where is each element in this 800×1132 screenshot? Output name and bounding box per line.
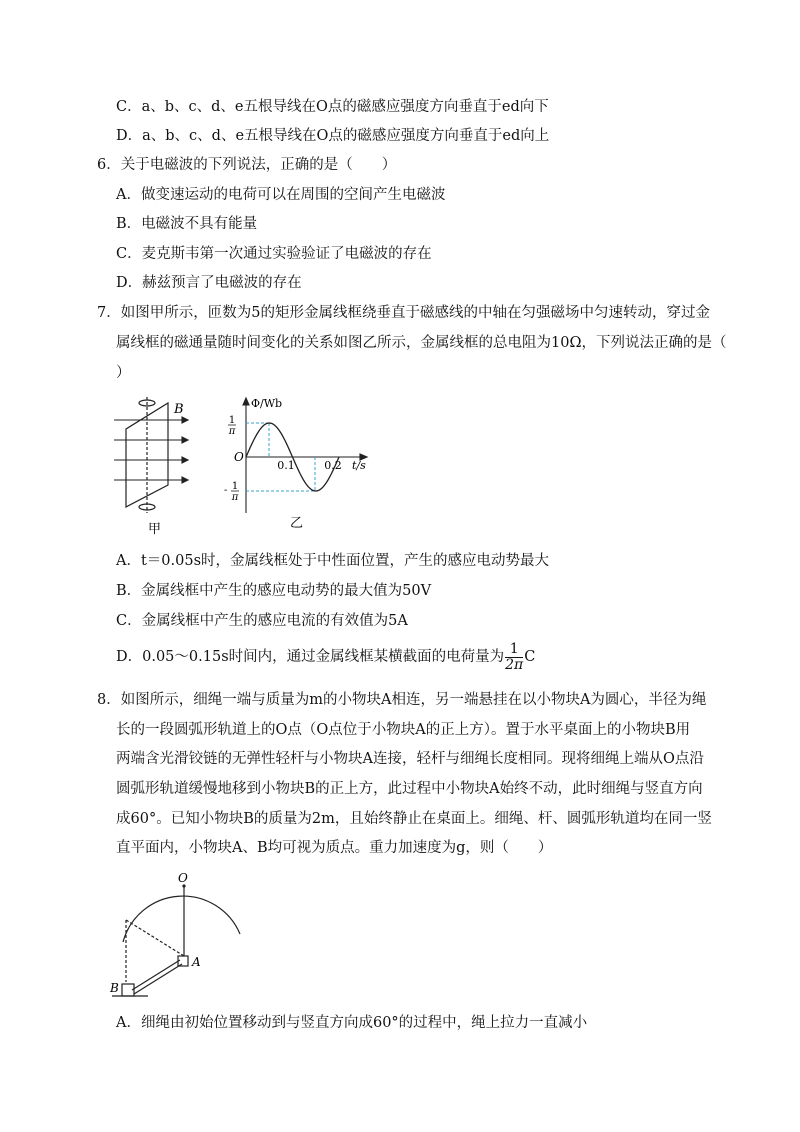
fraction-1-over-2pi: $\frac{1}{2\pi}$ bbox=[505, 640, 524, 673]
q6-option-d: D．赫兹预言了电磁波的存在 bbox=[116, 275, 302, 291]
q6-stem: 6．关于电磁波的下列说法，正确的是（ ） bbox=[97, 157, 397, 173]
q8-stem-line4: 圆弧形轨道缓慢地移到小物块B的正上方，此过程中小物块A始终不动，此时细绳与竖直方向 bbox=[116, 781, 703, 797]
figure-label-jia: 甲 bbox=[148, 522, 162, 535]
q5-option-c: C．a、b、c、d、e五根导线在O点的磁感应强度方向垂直于ed向下 bbox=[116, 99, 549, 115]
rope-final-dashed bbox=[126, 920, 184, 956]
q7-option-d bbox=[116, 640, 535, 674]
field-label-b: B bbox=[174, 402, 184, 417]
ytick-pos-num: 1 bbox=[228, 415, 236, 426]
label-o: O bbox=[178, 872, 188, 885]
label-b: B bbox=[110, 981, 119, 995]
q7-option-b: B．金属线框中产生的感应电动势的最大值为50V bbox=[116, 583, 432, 599]
q7-stem-line1: 7．如图甲所示，匝数为5的矩形金属线框绕垂直于磁感线的中轴在匀强磁场中匀速转动，穿过金 bbox=[97, 305, 710, 321]
q8-stem-line6: 直平面内，小物块A、B均可视为质点。重力加速度为g，则（ ） bbox=[116, 840, 553, 856]
arc-track bbox=[123, 896, 240, 942]
q8-figure bbox=[108, 872, 248, 1002]
q7-option-d-unit: C bbox=[524, 649, 536, 665]
q8-stem-line2: 长的一段圆弧形轨道上的O点（O点位于小物块A的正上方）。置于水平桌面上的小物块B用 bbox=[116, 722, 691, 738]
origin-label: O bbox=[234, 450, 244, 464]
xtick-0.2: 0.2 bbox=[324, 459, 342, 472]
ytick-pos-den: π bbox=[228, 426, 236, 437]
xtick-0.1: 0.1 bbox=[277, 459, 295, 472]
q8-option-a: A．细绳由初始位置移动到与竖直方向成60°的过程中，绳上拉力一直减小 bbox=[116, 1015, 588, 1031]
q6-option-a: A．做变速运动的电荷可以在周围的空间产生电磁波 bbox=[116, 187, 446, 203]
ytick-neg-sign: - bbox=[224, 485, 228, 496]
q7-stem-line3: ） bbox=[116, 365, 131, 381]
q7-stem-line2: 属线框的磁通量随时间变化的关系如图乙所示，金属线框的总电阻为10Ω，下列说法正确的是（ bbox=[116, 335, 727, 351]
q8-stem-line3: 两端含光滑铰链的无弹性轻杆与小物块A连接，轻杆与细绳长度相同。现将细绳上端从O点沿 bbox=[116, 751, 704, 767]
x-axis-label: t/s bbox=[352, 459, 366, 472]
q7-option-a: A．t＝0.05s时，金属线框处于中性面位置，产生的感应电动势最大 bbox=[116, 553, 550, 569]
ytick-neg-den: π bbox=[231, 492, 239, 503]
figure-label-yi: 乙 bbox=[290, 516, 304, 531]
y-axis-label: Φ/Wb bbox=[251, 397, 283, 410]
q7-figure-jia bbox=[108, 395, 208, 535]
q7-option-c: C．金属线框中产生的感应电流的有效值为5A bbox=[116, 613, 408, 629]
q6-option-c: C．麦克斯韦第一次通过实验验证了电磁波的存在 bbox=[116, 246, 432, 262]
magnetic-field-lines bbox=[114, 417, 188, 483]
q8-stem-line5: 成60°。已知小物块B的质量为2m，且始终静止在桌面上。细绳、杆、圆弧形轨道均在同一竖 bbox=[116, 811, 712, 827]
q7-figure-yi bbox=[222, 395, 382, 535]
q8-stem-line1: 8．如图所示，细绳一端与质量为m的小物块A相连，另一端悬挂在以小物块A为圆心，半径为绳 bbox=[97, 692, 707, 708]
rod-lower bbox=[134, 964, 182, 994]
rod-upper bbox=[132, 960, 180, 990]
q5-option-d: D．a、b、c、d、e五根导线在O点的磁感应强度方向垂直于ed向上 bbox=[116, 128, 550, 144]
y-axis-arrow bbox=[243, 398, 249, 405]
label-a: A bbox=[192, 955, 201, 969]
q7-option-d-text: D．0.05～0.15s时间内，通过金属线框某横截面的电荷量为 bbox=[116, 649, 505, 665]
q6-option-b: B．电磁波不具有能量 bbox=[116, 216, 258, 232]
ytick-neg-num: 1 bbox=[231, 481, 239, 492]
